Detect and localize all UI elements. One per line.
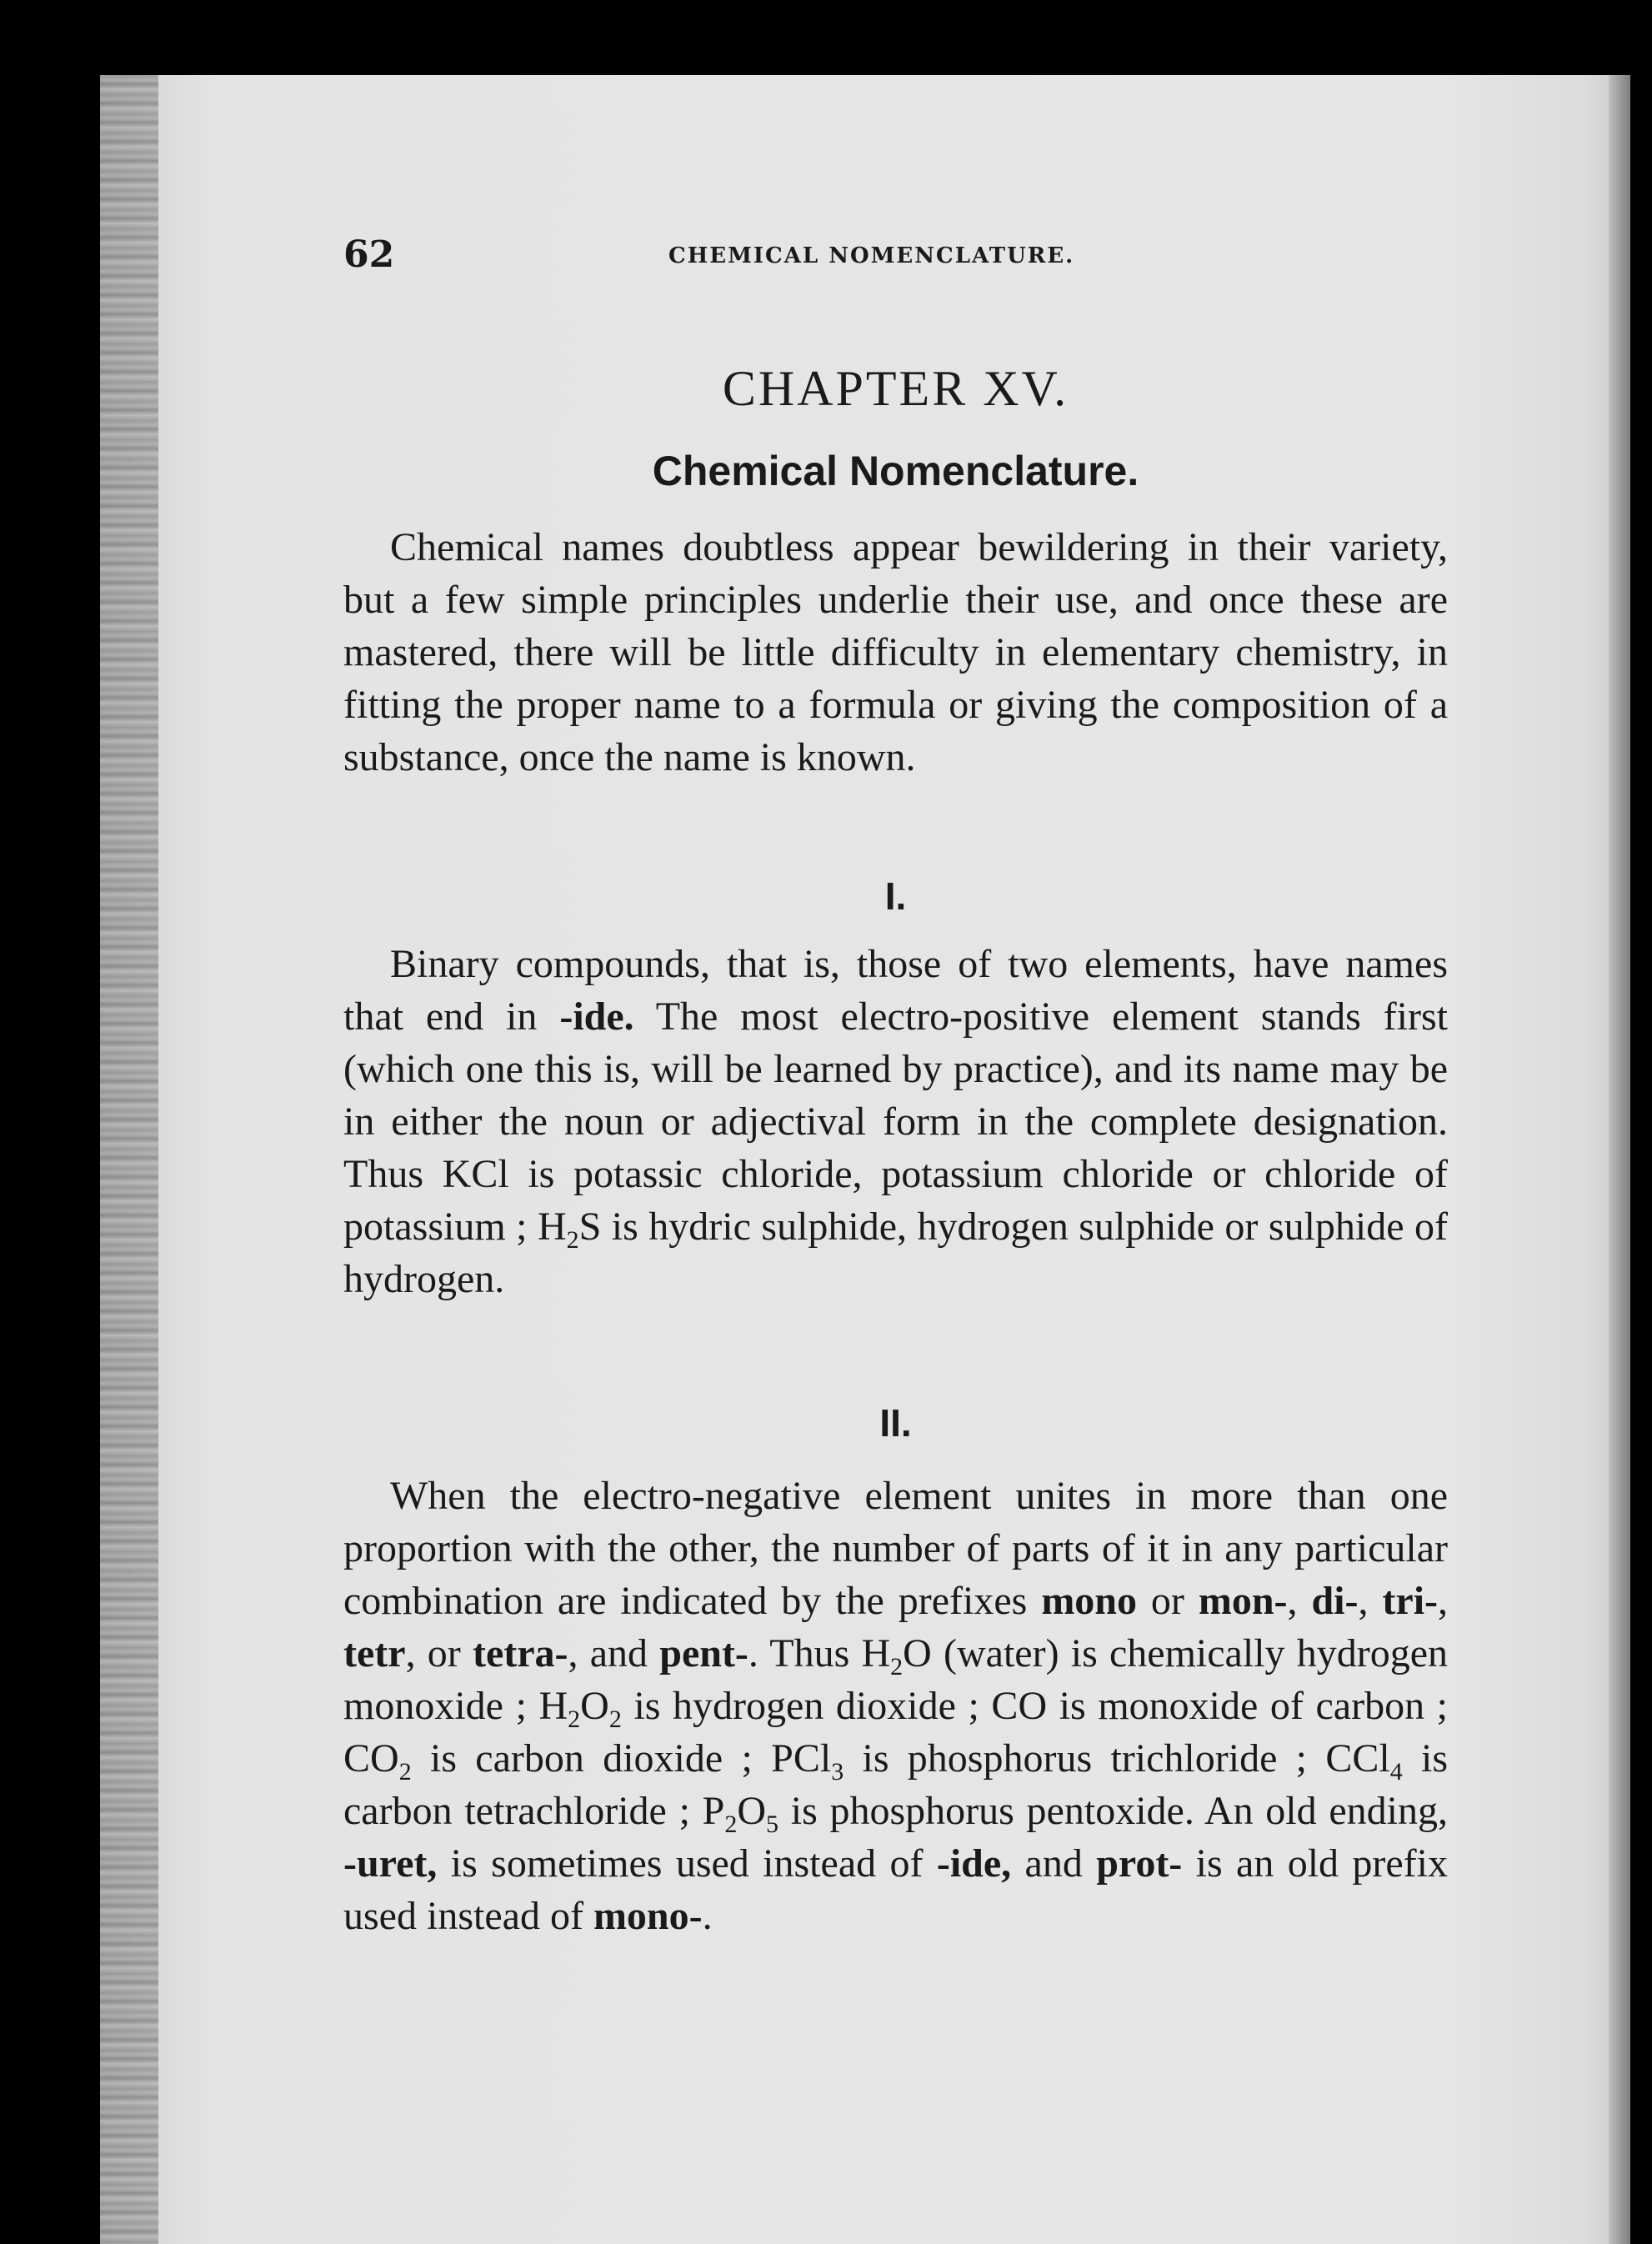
text-run: is carbon dioxide ; PCl (411, 1736, 832, 1781)
chapter-subtitle: Chemical Nomenclature. (652, 448, 1139, 494)
prefix-term: tetra- (472, 1631, 568, 1675)
text-run: , (1358, 1579, 1383, 1623)
suffix-term: -ide, (936, 1841, 1012, 1886)
section-number-2: II. (879, 1401, 912, 1445)
suffix-term: -uret, (343, 1841, 438, 1886)
text-run: S is hydric sulphide, hydrogen sulphide or sulphide of hydrogen. (343, 1205, 1448, 1301)
chapter-title: CHAPTER XV. (722, 361, 1069, 416)
prefix-term: mono (1041, 1579, 1137, 1623)
text-run: O (737, 1789, 767, 1833)
subscript: 5 (766, 1811, 779, 1838)
subscript: 4 (1389, 1758, 1403, 1786)
section-number-1: I. (884, 874, 907, 918)
text-run: is sometimes used instead of (437, 1841, 937, 1886)
subscript: 3 (831, 1758, 844, 1786)
text-run: . (702, 1894, 713, 1938)
suffix-term: -ide. (559, 994, 634, 1039)
text-run: is carbon tetrachloride ; P (343, 1736, 1449, 1833)
text-run: Binary compounds, that is, those of two elements, have names that end in (343, 942, 1448, 1039)
text-run: is phosphorus trichloride ; CCl (844, 1736, 1390, 1781)
text-run: is hydrogen dioxide ; CO is monoxide of carbon ; CO (343, 1684, 1448, 1781)
subscript: 2 (724, 1811, 738, 1838)
text-run: The most electro-positive element stands first (which one this is, will be learned by practice), and its name may be in either the noun or adjectival form in the complete designation. Thus KCl is potassic chloride, potassium chloride or chloride of potassium ; H (343, 994, 1448, 1249)
running-head (343, 233, 1448, 283)
prefix-term: pent- (659, 1631, 748, 1675)
intro-paragraph: Chemical names doubtless appear bewildering in their variety, but a few simple principles underlie their use, and once these are mastered, there will be little difficulty in elementary chemistry, in fitting the proper name to a formula or giving the composition of a substance, once the name is known. (343, 525, 1448, 779)
prefix-term: tri- (1382, 1579, 1439, 1623)
prefix-term: mono- (593, 1894, 703, 1938)
subscript: 2 (566, 1226, 579, 1254)
text-run: or (1137, 1579, 1199, 1623)
subscript: 2 (398, 1758, 412, 1786)
text-run: and (1011, 1841, 1097, 1886)
page-gutter (100, 75, 158, 2244)
page-number: 62 (343, 233, 395, 276)
text-run: is an old prefix used instead of (343, 1841, 1448, 1938)
subscript: 2 (608, 1706, 622, 1733)
prefix-term: mon- (1198, 1579, 1288, 1623)
subscript: 2 (890, 1653, 904, 1680)
text-run: When the electro-negative element unites in more than one proportion with the other, the number of parts of it in any particular combination are indicated by the prefixes (343, 1474, 1448, 1623)
prefix-term: di- (1311, 1579, 1359, 1623)
section-1-paragraph (343, 938, 1448, 1305)
subscript: 2 (568, 1706, 581, 1733)
text-run: , or (405, 1631, 473, 1675)
prefix-term: prot- (1096, 1841, 1183, 1886)
section-2-paragraph (343, 1470, 1448, 1942)
running-title: CHEMICAL NOMENCLATURE. (668, 243, 1075, 268)
page-edge (1609, 75, 1630, 2244)
text-run: is phosphorus pentoxide. An old ending, (778, 1789, 1449, 1833)
text-run: . Thus H (748, 1631, 891, 1675)
text-run: , and (568, 1631, 660, 1675)
text-run: O (water) is chemically hydrogen monoxide ; H (343, 1631, 1449, 1728)
text-run: , (1287, 1579, 1312, 1623)
text-run: O (580, 1684, 609, 1728)
prefix-term: tetr (343, 1631, 406, 1675)
text-run: , (1438, 1579, 1449, 1623)
